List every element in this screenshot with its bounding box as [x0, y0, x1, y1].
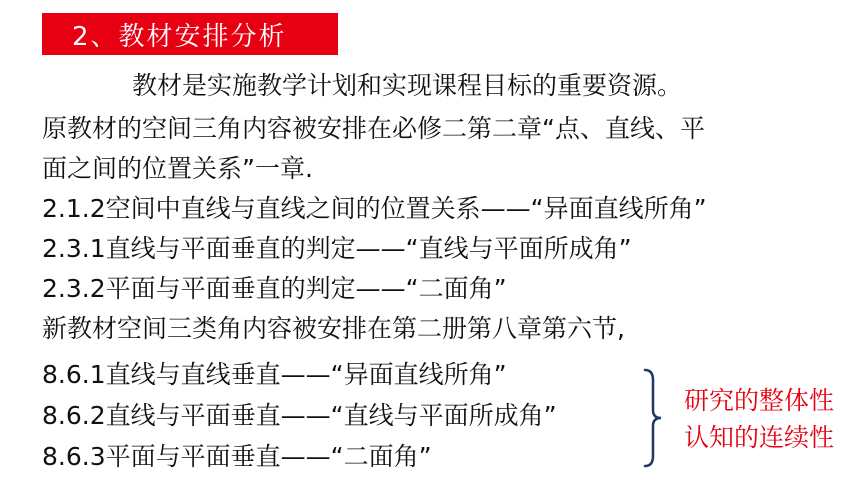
new-textbook-line: 新教材空间三类角内容被安排在第二册第八章第六节, — [42, 314, 625, 343]
new-section-8-6-1: 8.6.1直线与直线垂直——“异面直线所角” — [42, 360, 507, 389]
original-section-2-3-1: 2.3.1直线与平面垂直的判定——“直线与平面所成角” — [42, 234, 632, 263]
title-banner — [42, 13, 338, 55]
note-cognitive-continuity: 认知的连续性 — [684, 423, 835, 452]
new-section-8-6-3: 8.6.3平面与平面垂直——“二面角” — [42, 442, 432, 471]
slide-title: 2、教材安排分析 — [72, 21, 287, 52]
original-section-2-3-2: 2.3.2平面与平面垂直的判定——“二面角” — [42, 274, 507, 303]
note-holistic-research: 研究的整体性 — [684, 386, 835, 415]
original-textbook-line-2: 面之间的位置关系”一章. — [42, 154, 313, 183]
original-section-2-1-2: 2.1.2空间中直线与直线之间的位置关系——“异面直线所角” — [42, 194, 707, 223]
new-section-8-6-2: 8.6.2直线与平面垂直——“直线与平面所成角” — [42, 401, 557, 430]
original-textbook-line-1: 原教材的空间三角内容被安排在必修二第二章“点、直线、平 — [42, 114, 705, 143]
right-brace-icon — [643, 368, 665, 468]
intro-line: 教材是实施教学计划和实现课程目标的重要资源。 — [132, 71, 683, 100]
